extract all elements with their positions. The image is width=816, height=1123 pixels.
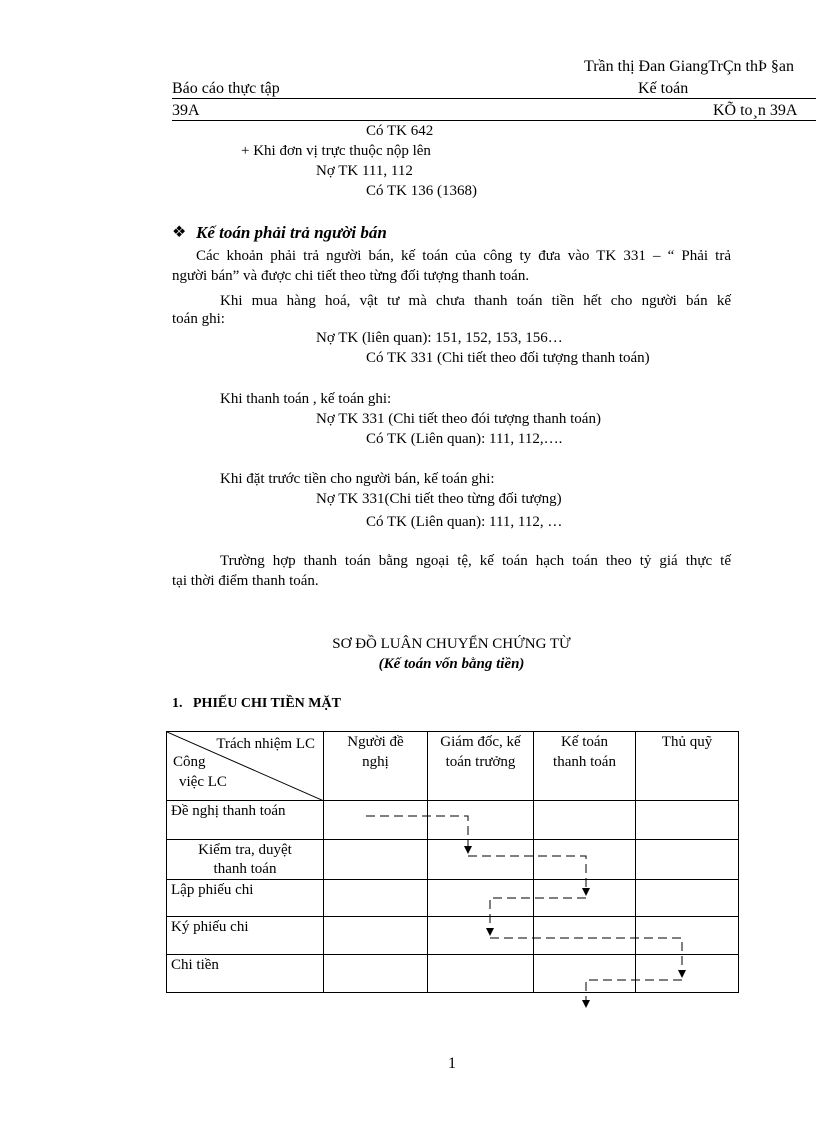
entry1-co: Có TK 331 (Chi tiết theo đối tượng thanh toán) <box>366 350 650 366</box>
col1-line2: nghị <box>362 754 389 770</box>
entry-co-642: Có TK 642 <box>366 123 434 139</box>
cell <box>636 955 739 993</box>
table-row <box>167 801 739 840</box>
para3-line1: Trường hợp thanh toán bằng ngoại tệ, kế toán hạch toán theo tỷ giá thực tế <box>220 553 731 569</box>
cell <box>324 840 428 880</box>
corner-top-label: Trách nhiệm LC <box>216 736 315 752</box>
para1-line2: người bán” và được chi tiết theo từng đối tượng thanh toán. <box>172 268 530 284</box>
header-class-right: KÕ to¸n 39A <box>713 102 798 119</box>
khi-thanh-toan: Khi thanh toán , kế toán ghi: <box>220 391 392 407</box>
section-bullet-icon: ❖ <box>172 224 187 241</box>
column-header-thu-quy <box>636 732 739 801</box>
col3-line1: Kế toán <box>560 734 609 750</box>
para1-line1: Các khoản phải trả người bán, kế toán của công ty đưa vào TK 331 – “ Phải trả <box>196 248 731 264</box>
row-label-chi-tien: Chi tiền <box>167 955 324 993</box>
entry-co-136: Có TK 136 (1368) <box>366 183 477 199</box>
table-header-row <box>167 732 739 801</box>
section-heading: Kế toán phải trả người bán <box>196 223 387 242</box>
para3-line2: tại thời điểm thanh toán. <box>172 573 319 589</box>
cell <box>534 955 636 993</box>
header-class-left: 39A <box>172 102 200 119</box>
table-row <box>167 840 739 880</box>
cell <box>636 840 739 880</box>
cell <box>636 801 739 840</box>
para2-line2: toán ghi: <box>172 311 225 327</box>
entry1-no: Nợ TK (liên quan): 151, 152, 153, 156… <box>316 330 563 346</box>
row2-line1: Kiểm tra, duyệt <box>198 842 292 858</box>
column-header-nguoi-de-nghi <box>324 732 428 801</box>
header-rule-2 <box>172 120 816 121</box>
cell <box>428 840 534 880</box>
entry3-co: Có TK (Liên quan): 111, 112, … <box>366 514 563 530</box>
flow-table <box>166 731 739 993</box>
row-label-de-nghi: Đề nghị thanh toán <box>167 801 324 840</box>
col2-line1: Giám đốc, kế <box>440 734 521 750</box>
cell <box>324 801 428 840</box>
row-label-ky-phieu: Ký phiếu chi <box>167 917 324 955</box>
diagram-subheading: 1. PHIẾU CHI TIỀN MẶT <box>172 696 341 711</box>
cell <box>534 917 636 955</box>
entry-khi-don-vi: + Khi đơn vị trực thuộc nộp lên <box>241 143 431 159</box>
col4-line1: Thủ quỹ <box>661 734 713 750</box>
header-rule-1 <box>172 98 816 99</box>
cell <box>534 801 636 840</box>
cell <box>534 880 636 917</box>
column-header-ke-toan <box>534 732 636 801</box>
cell <box>636 880 739 917</box>
row2-line2: thanh toán <box>213 861 277 877</box>
khi-dat-truoc: Khi đặt trước tiền cho người bán, kế toán ghi: <box>220 471 495 487</box>
cell <box>428 955 534 993</box>
table-corner-cell <box>167 732 324 801</box>
col2-line2: toán trưởng <box>445 754 516 770</box>
entry-no-111: Nợ TK 111, 112 <box>316 163 413 179</box>
cell <box>324 955 428 993</box>
header-report-title: Báo cáo thực tập <box>172 80 280 97</box>
table-row <box>167 880 739 917</box>
corner-bottom-line1: Công <box>173 754 206 770</box>
page-number: 1 <box>448 1055 456 1072</box>
header-author: Trần thị Đan GiangTrÇn thÞ §an <box>584 58 794 75</box>
row-label-kiem-tra <box>167 840 324 880</box>
cell <box>428 917 534 955</box>
header-dept: Kế toán <box>638 80 689 97</box>
table-row <box>167 917 739 955</box>
entry2-no: Nợ TK 331 (Chi tiết theo đói tượng thanh toán) <box>316 411 601 427</box>
diagram-title: SƠ ĐỒ LUÂN CHUYỂN CHỨNG TỪ <box>332 636 571 652</box>
corner-bottom-label <box>173 752 227 792</box>
col3-line2: thanh toán <box>553 754 616 770</box>
cell <box>324 880 428 917</box>
diagram-subtitle: (Kế toán vốn bằng tiền) <box>378 656 525 672</box>
cell <box>636 917 739 955</box>
cell <box>428 880 534 917</box>
cell <box>534 840 636 880</box>
cell <box>324 917 428 955</box>
para2-line1: Khi mua hàng hoá, vật tư mà chưa thanh toán tiền hết cho người bán kế <box>220 293 731 309</box>
entry3-no: Nợ TK 331(Chi tiết theo từng đối tượng) <box>316 491 562 507</box>
column-header-giam-doc <box>428 732 534 801</box>
entry2-co: Có TK (Liên quan): 111, 112,…. <box>366 431 563 447</box>
row-label-lap-phieu: Lập phiếu chi <box>167 880 324 917</box>
table-row <box>167 955 739 993</box>
corner-bottom-line2: việc LC <box>179 774 227 790</box>
cell <box>428 801 534 840</box>
col1-line1: Người đề <box>347 734 404 750</box>
